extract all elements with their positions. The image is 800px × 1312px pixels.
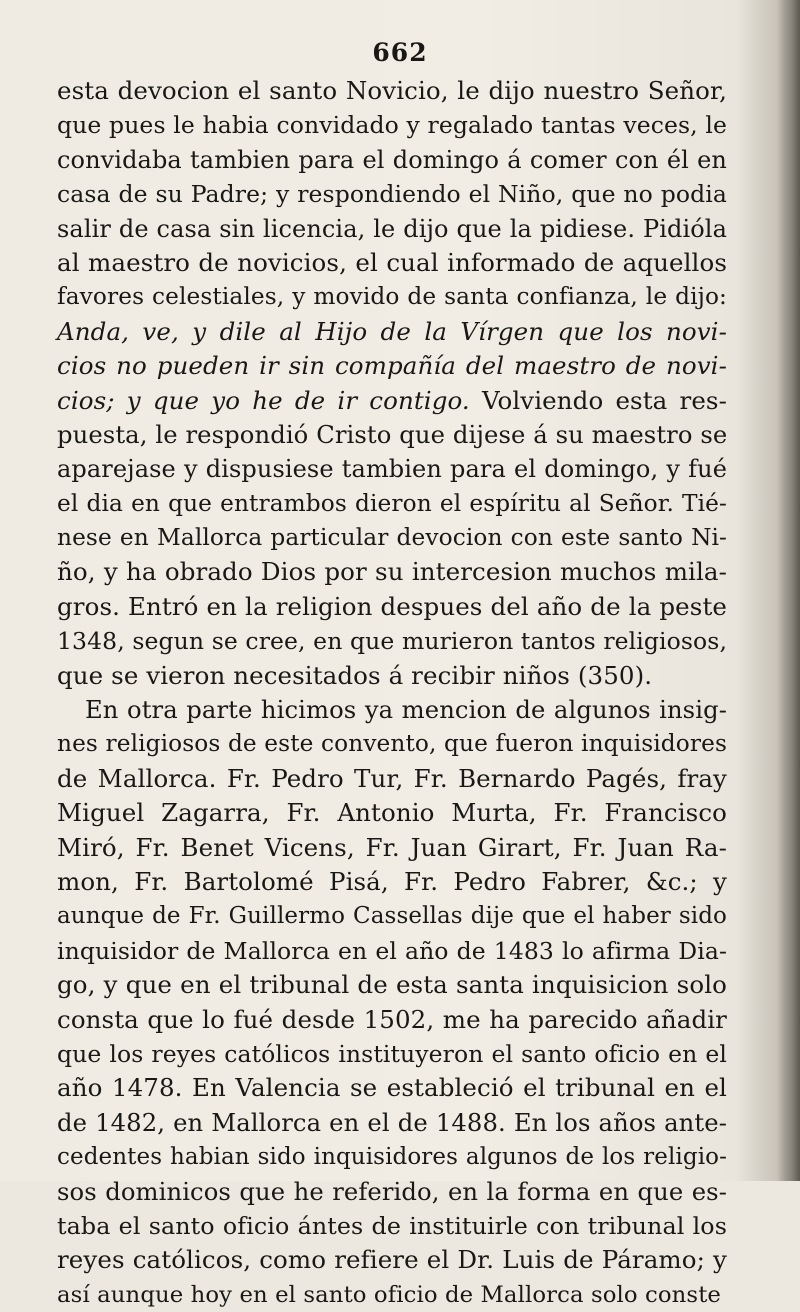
text-line: casa de su Padre; y respondiendo el Niño, que no podia (57, 180, 727, 209)
text-line: gros. Entró en la religion despues del año de la peste (57, 591, 727, 621)
text-line: Miró, Fr. Benet Vicens, Fr. Juan Girart, Fr. Juan Ra- (57, 832, 727, 862)
text-line: aparejase y dispusiese tambien para el domingo, y fué (57, 455, 727, 484)
text-line: así aunque hoy en el santo oficio de Mallorca solo conste (57, 1281, 721, 1308)
text-line: ño, y ha obrado Dios por su intercesion muchos mila- (57, 557, 727, 587)
text-line: que se vieron necesitados á recibir niños (350). (57, 660, 653, 690)
text-line: go, y que en el tribunal de esta santa inquisicion solo (57, 970, 727, 1000)
text-line: reyes católicos, como refiere el Dr. Luis de Páramo; y (57, 1245, 727, 1275)
text-line: el dia en que entrambos dieron el espíritu al Señor. Tié- (57, 489, 727, 517)
text-line: nes religiosos de este convento, que fueron inquisidores (57, 730, 727, 758)
page-number: 662 (372, 38, 428, 67)
body-text (57, 74, 727, 1312)
page-edge-shadow (778, 0, 800, 1181)
text-line: salir de casa sin licencia, le dijo que la pidiese. Pidióla (57, 214, 727, 243)
text-line: año 1478. En Valencia se estableció el tribunal en el (57, 1073, 727, 1103)
text-line: sos dominicos que he referido, en la forma en que es- (57, 1176, 727, 1206)
text-line: inquisidor de Mallorca en el año de 1483 lo afirma Dia- (57, 936, 727, 965)
text-line: consta que lo fué desde 1502, me ha parecido añadir (57, 1004, 727, 1034)
text-line: cedentes habian sido inquisidores algunos de los religio- (57, 1144, 727, 1171)
text-line: favores celestiales, y movido de santa confianza, le dijo: (57, 283, 727, 311)
text-line: que los reyes católicos instituyeron el santo oficio en el (57, 1039, 727, 1068)
text-line: nese en Mallorca particular devocion con este santo Ni- (57, 524, 727, 552)
text-line: puesta, le respondió Cristo que dijese á su maestro se (57, 419, 728, 449)
text-line: esta devocion el santo Novicio, le dijo nuestro Señor, (57, 76, 727, 105)
text-line: de Mallorca. Fr. Pedro Tur, Fr. Bernardo Pagés, fray (57, 763, 727, 793)
text-line: taba el santo oficio ántes de instituirle con tribunal los (57, 1211, 727, 1240)
text-line: 1348, segun se cree, en que murieron tantos religiosos, (57, 627, 728, 656)
text-line: cios; y que yo he de ir contigo. Volviendo esta res- (57, 385, 727, 415)
text-line: Anda, ve, y dile al Hijo de la Vírgen que los novi- (57, 316, 727, 346)
text-line: que pues le habia convidado y regalado tantas veces, le (57, 111, 727, 140)
text-line: Miguel Zagarra, Fr. Antonio Murta, Fr. Francisco (57, 798, 727, 828)
text-line: mon, Fr. Bartolomé Pisá, Fr. Pedro Fabrer, &c.; y (57, 866, 727, 896)
text-line: de 1482, en Mallorca en el de 1488. En los años ante- (57, 1107, 727, 1137)
text-line: convidaba tambien para el domingo á comer con él en (57, 145, 727, 174)
paragraph-start-line: En otra parte hicimos ya mencion de algunos insig- (85, 695, 727, 725)
text-line: cios no pueden ir sin compañía del maestro de novi- (57, 351, 727, 381)
text-line: al maestro de novicios, el cual informado de aquellos (57, 247, 727, 277)
text-line: aunque de Fr. Guillermo Cassellas dije que el haber sido (57, 903, 727, 930)
